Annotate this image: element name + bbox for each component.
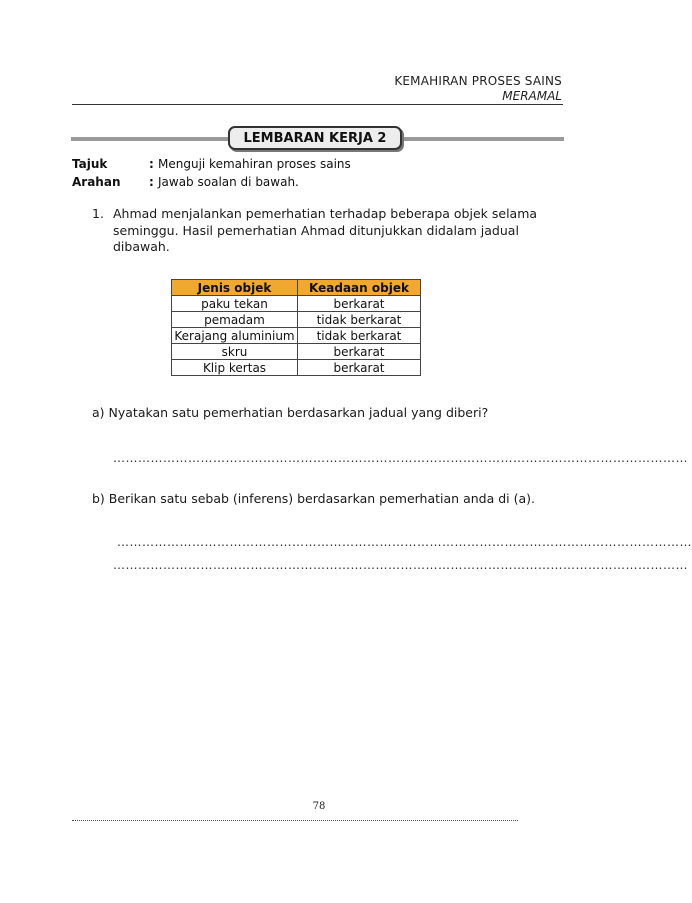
header-topic: MERAMAL [502,89,562,103]
arahan-row [72,175,552,191]
arahan-label: Arahan [72,175,121,189]
table-cell: berkarat [298,296,421,312]
header-divider [72,104,563,105]
title-band-left [71,137,231,141]
table-row [172,328,421,344]
header-subject: KEMAHIRAN PROSES SAINS [394,74,562,88]
arahan-colon: : [149,175,154,189]
question-1-text: Ahmad menjalankan pemerhatian terhadap beberapa objek selama seminggu. Hasil pemerhatian Ahmad ditunjukkan didalam jadual dibawah. [113,206,538,254]
title-band-right [404,137,564,141]
column-header-object: Jenis objek [172,280,298,296]
answer-line-b2[interactable]: ………………………………………………………………………………………………………………………… [113,558,688,572]
table-cell: pemadam [172,312,298,328]
table-cell: tidak berkarat [298,312,421,328]
answer-line-a[interactable]: ………………………………………………………………………………………………………………………… [113,451,688,465]
table-cell: skru [172,344,298,360]
table-row [172,296,421,312]
table-cell: berkarat [298,360,421,376]
table-row [172,360,421,376]
table-cell: paku tekan [172,296,298,312]
question-a: a) Nyatakan satu pemerhatian berdasarkan jadual yang diberi? [92,405,489,420]
question-1-number: 1. [92,206,104,221]
table-row [172,344,421,360]
column-header-condition: Keadaan objek [298,280,421,296]
table-cell: tidak berkarat [298,328,421,344]
answer-line-b1[interactable]: ………………………………………………………………………………………………………………………… [117,535,692,549]
worksheet-title: LEMBARAN KERJA 2 [228,126,402,150]
tajuk-label: Tajuk [72,157,108,171]
arahan-value: Jawab soalan di bawah. [158,175,299,189]
table-cell: Klip kertas [172,360,298,376]
tajuk-value: Menguji kemahiran proses sains [158,157,351,171]
tajuk-colon: : [149,157,154,171]
observation-table [171,279,421,376]
table-cell: berkarat [298,344,421,360]
question-b: b) Berikan satu sebab (inferens) berdasarkan pemerhatian anda di (a). [92,491,535,506]
footer-divider [72,820,518,821]
tajuk-row [72,157,552,173]
table-header-row [172,280,421,296]
table-cell: Kerajang aluminium [172,328,298,344]
page-number: 78 [312,801,326,812]
table-row [172,312,421,328]
